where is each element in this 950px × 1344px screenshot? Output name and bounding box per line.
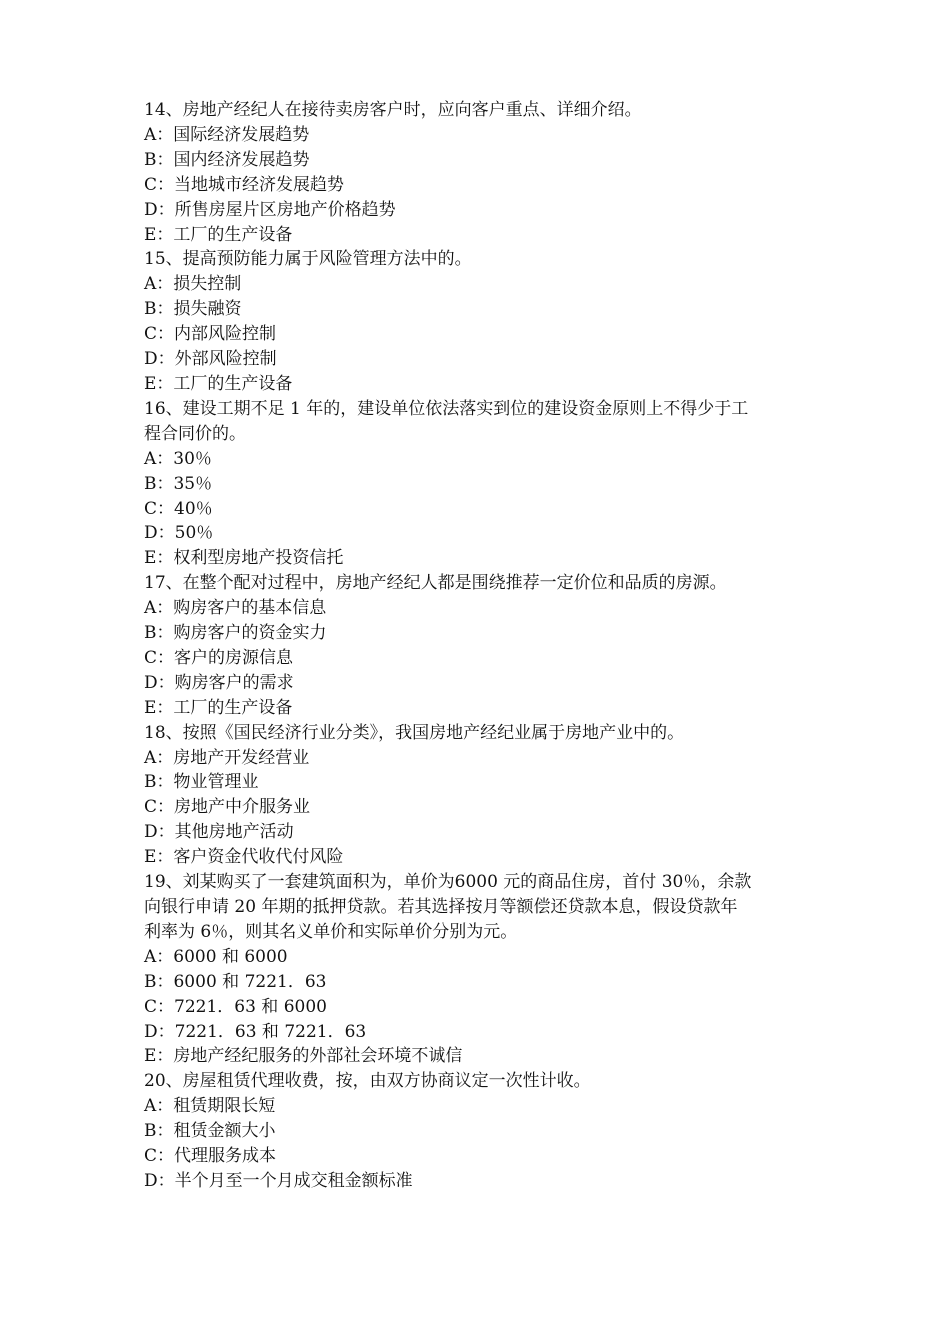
question-14-option-e: E：工厂的生产设备 (144, 224, 293, 245)
question-14-option-b: B：国内经济发展趋势 (144, 149, 310, 170)
question-15-option-e: E：工厂的生产设备 (144, 373, 293, 394)
question-19-option-a: A：6000 和 6000 (144, 946, 288, 967)
question-18 (144, 721, 814, 870)
question-15 (144, 247, 814, 396)
question-17-option-d: D：购房客户的需求 (144, 672, 294, 693)
question-20-option-b: B：租赁金额大小 (144, 1121, 276, 1142)
question-18-option-a: A：房地产开发经营业 (144, 747, 310, 768)
question-19-option-d: D：7221．63 和 7221．63 (144, 1021, 367, 1042)
question-14 (144, 98, 814, 247)
question-18-option-d: D：其他房地产活动 (144, 822, 294, 843)
question-15-option-a: A：损失控制 (144, 274, 242, 295)
question-18-stem: 18、按照《国民经济行业分类》，我国房地产经纪业属于房地产业中的。 (144, 722, 685, 743)
document-page (144, 98, 814, 1194)
question-19-option-c: C：7221．63 和 6000 (144, 996, 327, 1017)
question-17-option-a: A：购房客户的基本信息 (144, 598, 327, 619)
question-19-stem-line-3: 利率为 6％，则其名义单价和实际单价分别为元。 (144, 921, 518, 942)
question-18-option-e: E：客户资金代收代付风险 (144, 847, 344, 868)
question-14-option-c: C：当地城市经济发展趋势 (144, 174, 345, 195)
question-20-option-a: A：租赁期限长短 (144, 1096, 276, 1117)
question-18-option-c: C：房地产中介服务业 (144, 797, 311, 818)
question-20-option-c: C：代理服务成本 (144, 1146, 277, 1167)
question-19-option-e: E：房地产经纪服务的外部社会环境不诚信 (144, 1046, 463, 1067)
question-16-option-a: A：30％ (144, 448, 212, 469)
question-16-stem-line-1: 16、建设工期不足 1 年的，建设单位依法落实到位的建设资金原则上不得少于工 (144, 398, 749, 419)
question-19-stem-line-1: 19、刘某购买了一套建筑面积为，单价为6000 元的商品住房，首付 30％，余款 (144, 872, 752, 893)
question-20-stem: 20、房屋租赁代理收费，按，由双方协商议定一次性计收。 (144, 1071, 591, 1092)
question-17-option-b: B：购房客户的资金实力 (144, 623, 327, 644)
question-16-option-c: C：40％ (144, 498, 213, 519)
question-15-stem: 15、提高预防能力属于风险管理方法中的。 (144, 249, 472, 270)
question-17 (144, 571, 814, 720)
question-19 (144, 870, 814, 1069)
question-15-option-c: C：内部风险控制 (144, 324, 277, 345)
question-16-option-d: D：50％ (144, 523, 214, 544)
question-19-option-b: B：6000 和 7221．63 (144, 971, 327, 992)
question-16 (144, 397, 814, 571)
question-14-stem: 14、房地产经纪人在接待卖房客户时，应向客户重点、详细介绍。 (144, 100, 642, 120)
question-17-option-e: E：工厂的生产设备 (144, 697, 293, 718)
question-17-stem: 17、在整个配对过程中，房地产经纪人都是围绕推荐一定价位和品质的房源。 (144, 573, 727, 594)
question-16-option-e: E：权利型房地产投资信托 (144, 548, 344, 569)
question-16-option-b: B：35％ (144, 473, 213, 494)
question-14-option-d: D：所售房屋片区房地产价格趋势 (144, 199, 396, 220)
question-14-option-a: A：国际经济发展趋势 (144, 124, 310, 145)
question-19-stem-line-2: 向银行申请 20 年期的抵押贷款。若其选择按月等额偿还贷款本息，假设贷款年 (144, 897, 738, 917)
question-17-option-c: C：客户的房源信息 (144, 647, 294, 668)
question-15-option-b: B：损失融资 (144, 299, 242, 320)
question-20 (144, 1069, 814, 1194)
question-15-option-d: D：外部风险控制 (144, 349, 277, 370)
question-20-option-d: D：半个月至一个月成交租金额标准 (144, 1170, 413, 1191)
question-18-option-b: B：物业管理业 (144, 772, 259, 793)
question-16-stem-line-2: 程合同价的。 (144, 423, 246, 444)
